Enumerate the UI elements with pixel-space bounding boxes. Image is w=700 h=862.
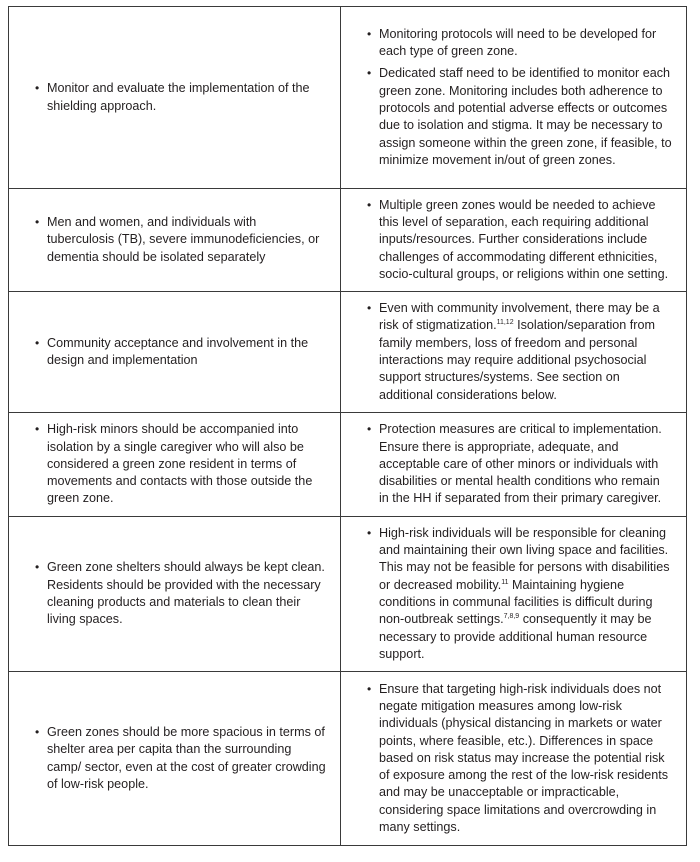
guidance-table: [8, 6, 687, 846]
consideration-cell: [341, 413, 687, 517]
consideration-cell: [341, 7, 687, 189]
consideration-text-part: Even with community involvement, there may be a risk of stigmatization.: [379, 301, 660, 333]
consideration-cell: [341, 672, 687, 846]
consideration-text: • Multiple green zones would be needed to achieve this level of separation, each requiring additional inputs/resources. Further considerations include challenges of accommodating different ethnicities, socio-cultural groups, or religions within one setting.: [367, 197, 672, 283]
recommendation-cell: [9, 413, 341, 517]
consideration-text: • Monitoring protocols will need to be developed for each type of green zone.: [367, 26, 672, 61]
table-row: [9, 672, 687, 846]
consideration-text: • Ensure that targeting high-risk individuals does not negate mitigation measures among low-risk individuals (physical distancing in markets or water points, where feasible, etc.). Differences in space based on risk status may increase the potential risk of exposure among the rest of the low-risk residents and may be unacceptable or impracticable, considering space limitations and overcrowding in many settings.: [367, 681, 672, 837]
recommendation-text: • Monitor and evaluate the implementation of the shielding approach.: [35, 80, 326, 115]
table-row: [9, 7, 687, 189]
recommendation-cell: [9, 7, 341, 189]
recommendation-text: • High-risk minors should be accompanied into isolation by a single caregiver who will also be considered a green zone resident in terms of movements and contacts with those outside the green zone.: [35, 421, 326, 507]
consideration-text: • Dedicated staff need to be identified to monitor each green zone. Monitoring includes both adherence to protocols and potential adverse effects or outcomes due to isolation and stigma. It may be necessary to assign someone within the green zone, if feasible, to minimize movement in/out of green zones.: [367, 65, 672, 169]
consideration-text: • Protection measures are critical to implementation. Ensure there is appropriate, adequate, and acceptable care of other minors or individuals with disabilities or mental health conditions who remain in the HH if separated from their primary caregiver.: [367, 421, 672, 507]
consideration-text: [367, 300, 672, 404]
consideration-text-part: Isolation/separation from family members, loss of freedom and personal interactions may require additional psychosocial support structures/systems. See section on additional considerations below.: [379, 318, 655, 402]
consideration-text-part: Maintaining hygiene conditions in communal facilities is difficult during non-outbreak settings.: [379, 577, 653, 627]
reference-superscript: 7,8,9: [503, 613, 520, 621]
recommendation-cell: [9, 517, 341, 672]
reference-superscript: 11,12: [496, 319, 514, 327]
table-row: [9, 189, 687, 292]
recommendation-cell: [9, 672, 341, 846]
consideration-cell: [341, 292, 687, 413]
recommendation-cell: [9, 292, 341, 413]
table-row: [9, 413, 687, 517]
recommendation-text: • Men and women, and individuals with tuberculosis (TB), severe immunodeficiencies, or dementia should be isolated separately: [35, 214, 326, 266]
table-row: [9, 292, 687, 413]
consideration-text: [367, 525, 672, 663]
recommendation-text: • Green zone shelters should always be kept clean. Residents should be provided with the necessary cleaning products and materials to clean their living spaces.: [35, 559, 326, 628]
recommendation-cell: [9, 189, 341, 292]
table-row: [9, 517, 687, 672]
consideration-text-part: High-risk individuals will be responsible for cleaning and maintaining their own living space and facilities. This may not be feasible for persons with disabilities or decreased mobility.: [379, 525, 670, 592]
reference-superscript: 11: [501, 578, 509, 586]
consideration-text-part: consequently it may be necessary to provide additional human resource support.: [379, 612, 652, 661]
consideration-cell: [341, 189, 687, 292]
recommendation-text: • Community acceptance and involvement in the design and implementation: [35, 335, 326, 370]
recommendation-text: • Green zones should be more spacious in terms of shelter area per capita than the surrounding camp/ sector, even at the cost of greater crowding of low-risk people.: [35, 724, 326, 793]
consideration-cell: [341, 517, 687, 672]
